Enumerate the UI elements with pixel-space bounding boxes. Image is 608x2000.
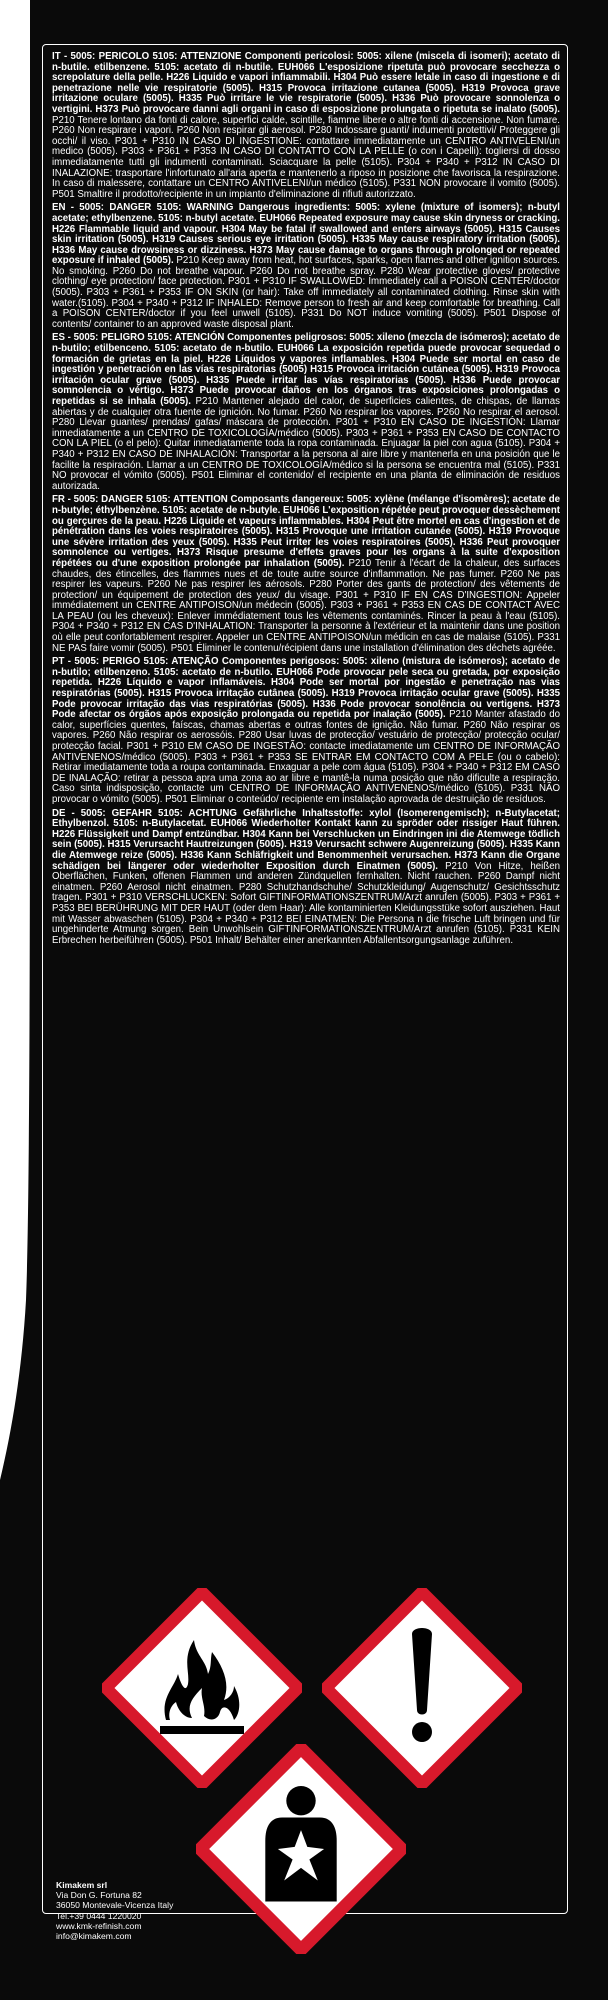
address-line-2: 36050 Montevale-Vicenza Italy — [56, 1900, 174, 1911]
company-footer — [56, 1880, 173, 1941]
phone: Tel.+39 0444 1220020 — [56, 1910, 142, 1921]
website-link[interactable]: www.kmk-refinish.com — [56, 1920, 142, 1931]
company-name: Kimakem srl — [56, 1880, 108, 1890]
paragraph-es: ES - 5005: PELIGRO 5105: ATENCIÓN Componentes peligrosos: 5005: xileno (mezcla de isómeros); acetato de n-butilo; etilbenceno. 5105: acetato de n-butilo. EUH066 La exposición repetida puede provocar sequedad o formación de grietas en la piel. H226 Líquidos y vapores inflamables. H304 Puede ser mortal en caso de ingestión y penetración en las vías respiratorias (5005) H315 Provoca irritación cutánea (5005). H319 Provoca irritación ocular grave (5005). H335 Puede irritar las vías respiratorias (5005). H336 Puede provocar somnolencia o vértigo. H373 Puede provocar daños en los órganos tras exposiciones prolongadas o repetidas si se inhala (5005). P210 Mantener alejado del calor, de superficies calientes, de chispas, de llamas abiertas y de cualquier otra fuente de ignición. No fumar. P260 No respirar los vapores. P260 No respirar el aerosol. P280 Llevar guantes/ prendas/ gafas/ máscara de protección. P301 + P310 EN CASO DE INGESTIÓN: Llamar inmediatamente a un CENTRO DE TOXICOLOGÍA/médico (5005). P303 + P361 + P353 EN CASO DE CONTACTO CON LA PIEL (o el pelo): Quitar inmediatamente toda la ropa contaminada. Enjuagar la piel con agua (5105). P304 + P340 + P312 EN CASO DE INHALACIÓN: Transportar a la persona al aire libre y mantenerla en una posición que le facilite la respiración. Llamar a un CENTRO DE TOXICOLOGÍA/médico si la persona se encuentra mal (5105). P331 NO provocar el vómito (5005). P501 Eliminar el contenido/ el recipiente en una planta de eliminación de residuos autorizada. — [52, 332, 560, 492]
address-line-1: Via Don G. Fortuna 82 — [56, 1890, 142, 1901]
paragraph-en: EN - 5005: DANGER 5105: WARNING Dangerous ingredients: 5005: xylene (mixture of isomers); n-butyl acetate; ethylbenzene. 5105: n-butyl acetate. EUH066 Repeated exposure may cause skin dryness or cracking. H226 Flammable liquid and vapour. H304 May be fatal if swallowed and enters airways (5005). H315 Causes skin irritation (5005). H319 Causes serious eye irritation (5005). H335 May cause respiratory irritation (5005). H336 May cause drowsiness or dizziness. H373 May cause damage to organs through prolonged or repeated exposure if inhaled (5005). P210 Keep away from heat, hot surfaces, sparks, open flames and other ignition sources. No smoking. P260 Do not breathe vapour. P260 Do not breathe spray. P280 Wear protective gloves/ protective clothing/ eye protection/ face protection. P301 + P310 IF SWALLOWED: Immediately call a POISON CENTER/doctor (5005). P303 + P361 + P353 IF ON SKIN (or hair): Take off immediately all contaminated clothing. Rinse skin with water.(5105). P304 + P340 + P312 IF INHALED: Remove person to fresh air and keep comfortable for breathing. Call a POISON CENTER/doctor if you feel unwell (5105). P331 Do NOT induce vomiting (5005). P501 Dispose of contents/ container to an approved waste disposal plant. — [52, 202, 560, 330]
email-link[interactable]: info@kimakem.com — [56, 1931, 132, 1942]
paragraph-de: DE - 5005: GEFAHR 5105: ACHTUNG Gefährliche Inhaltsstoffe: xylol (Isomerengemisch); n-Butylacetat; Ethylbenzol. 5105: n-Butylacetat. EUH066 Wiederholter Kontakt kann zu spröder oder rissiger Haut führen. H226 Flüssigkeit und Dampf entzündbar. H304 Kann bei Verschlucken un Eindringen ini die Atemwege tödlich sein (5005). H315 Verursacht Hautreizungen (5005). H319 Verursacht schwere Augenreizung (5005). H335 Kann die Atemwege reize (5005). H336 Kann Schläfrigkeit und Benommenheit verursachen. H373 Kann die Organe schädigen bei längerer oder wiederholter Exposition durch Einatmen (5005). P210 Von Hitze, heißen Oberflächen, Funken, offenen Flammen und anderen Zündquellen fernhalten. Nicht rauchen. P260 Dampf nicht einatmen. P260 Aerosol nicht einatmen. P280 Schutzhandschuhe/ Schutzkleidung/ Augenschutz/ Gesichtsschutz tragen. P301 + P310 VERSCHLUCKEN: Sofort GIFTINFORMATIONSZENTRUM/Arzt anrufen (5005). P303 + P361 + P353 BEI BERÜHRUNG MIT DER HAUT (oder dem Haar): Alle kontaminierten Kleidungsstüke sofort ausziehen. Haut mit Wasser abwaschen (5105). P304 + P340 + P312 BEI EINATMEN: Die Persona n die frische Luft bringen und für ungehinderte Atmung sorgen. Bein Unwohlsein GIFTINFORMATIONSZENTRUM/Arzt anrufen (5105). P331 KEIN Erbrechen herbeiführen (5005). P501 Inhalt/ Behälter einer anerkannten Abfallentsorgungsanlage zuführen. — [52, 807, 560, 946]
hazard-text-block — [52, 52, 560, 949]
paragraph-fr: FR - 5005: DANGER 5105: ATTENTION Composants dangereux: 5005: xylène (mélange d'isomères); acetate de n-butyle; éthylbenzène. 5105: acetate de n-butyle. EUH066 L'exposition répétée peut provoquer dessèchement ou gerçures de la peau. H226 Liquide et vapeurs inflammables. H304 Peut être mortel en cas d'ingestion et de pénétration dans les voies respiratoires (5005). H315 Provoque une irritation cutanée (5005). H319 Provoque une sévère irritation des yeux (5005). H335 Peut irriter les voies respiratoires (5005). H336 Peut provoquer somnolence ou vertiges. H373 Risque presume d'effets graves pour les organs à la suite d'exposition répétées ou d'une exposition prolongée par inhalation (5005). P210 Tenir à l'écart de la chaleur, des surfaces chaudes, des étincelles, des flammes nues et de toute autre source d'inflammation. Ne pas fumer. P260 Ne pas respirer les vapeurs. P260 Ne pas respirer les aérosols. P280 Porter des gants de protection/ des vêtements de protection/ un équipement de protection des yeux/ du visage. P301 + P310 IF EN CAS D'INGESTION: Appeler immédiatement un CENTRE ANTIPOISON/un médecin (5005). P303 + P361 + P353 EN CAS DE CONTACT AVEC LA PEAU (ou les cheveux): Enlever immédiatement tous les vêtements contaminés. Rincer la peau à l'eau (5105). P304 + P340 + P312 EN CAS D'INHALATION: Transporter la personne à l'extérieur et la maintenir dans une position où elle peut confortablement respirer. Appeler un CENTRE ANTIPOISON/un médicin en cas de malaise (5105). P331 NE PAS faire vomir (5005). P501 Éliminer le contenu/récipient dans une installation d'élimination des déchets agréée. — [52, 494, 560, 654]
paragraph-it: IT - 5005: PERICOLO 5105: ATTENZIONE Componenti pericolosi: 5005: xilene (miscela di isomeri); acetato di n-butile. etilbenzene. 5105: acetato di n-butile. EUH066 L'esposizione ripetuta può provocare secchezza o screpolature della pelle. H226 Liquido e vapori infiammabili. H304 Può essere letale in caso di ingestione e di penetrazione nelle vie respiratorie (5005). H315 Provoca irritazione cutanea (5005). H319 Provoca grave irritazione oculare (5005). H335 Può irritare le vie respiratorie (5005). H336 Può provocare sonnolenza o vertigini. H373 Può provocare danni agli organi in caso di esposizione prolungata o ripetuta se inalato (5005). P210 Tenere lontano da fonti di calore, superfici calde, scintille, fiamme libere o altre fonti di accensione. Non fumare. P260 Non respirare i vapori. P260 Non respirar gli aerosol. P280 Indossare guanti/ indumenti protettivi/ Proteggere gli occhi/ il viso. P301 + P310 IN CASO DI INGESTIONE: contattare immediatamente un CENTRO ANTIVELENI/un medico (5005). P303 + P361 + P353 IN CASO DI CONTATTO CON LA PELLE (o con i Capelli): togliersi di dosso immediatamente tutti gli indumenti contaminati. Sciacquare la pelle (5105). P304 + P340 + P312 IN CASO DI INALAZIONE: trasportare l'infortunato all'aria aperta e mantenerlo a riposo in posizione che favorisca la respirazione. In caso di malessere, contattare un CENTRO ANTIVELENI/un médico (5105). P331 NON provocare il vomito (5005). P501 Smaltire il prodotto/recipiente in un impianto d'eliminazione di rifiuti autorizzato. — [52, 51, 560, 200]
paragraph-pt: PT - 5005: PERIGO 5105: ATENÇÃO Componentes perigosos: 5005: xileno (mistura de isómeros); acetato de n-butilo; etilbenzeno. 5105: acetato de n-butilo. EUH066 Pode provocar pele seca ou gretada, por exposição repetida. H226 Líquido e vapor inflamáveis. H304 Pode ser mortal por ingestão e penetração nas vias respiratórias (5005). H315 Provoca irritação cutânea (5005). H319 Provoca irritação ocular grave (5005). H335 Pode provocar irritação das vias respiratórias (5005). H336 Pode provocar sonolência ou vertigens. H373 Pode afectar os órgãos após exposição prolongada ou repetida por inalação (5005). P210 Manter afastado do calor, superfícies quentes, faíscas, chamas abertas e outras fontes de ignição. Não fumar. P260 Não respirar os vapores. P260 Não respirar os aerossóis. P280 Usar luvas de protecção/ vestuário de protecção/ protecção ocular/ protecção facial. P301 + P310 EM CASO DE INGESTÃO: contacte imediatamente um CENTRO DE INFORMAÇÃO ANTIVENENOS/médico (5005). P303 + P361 + P353 SE ENTRAR EM CONTACTO COM A PELE (ou o cabelo): Retirar imediatamente toda a roupa contaminada. Enxaguar a pele com água (5105). P304 + P340 + P312 EM CASO DE INALAÇÃO: retirar a pessoa apra uma zona ao ar libre e mantê-la numa posição que não dificulte a respiração. Caso sinta indisposição, contacte um CENTRO DE INFORMAÇÃO ANTIVENENOS/médico (5105). P331 NÃO provocar o vómito (5005). P501 Eliminar o conteúdo/ recipiente em instalação aprovada de destruição de resíduos. — [52, 656, 560, 805]
health-hazard-icon — [196, 1744, 406, 1954]
